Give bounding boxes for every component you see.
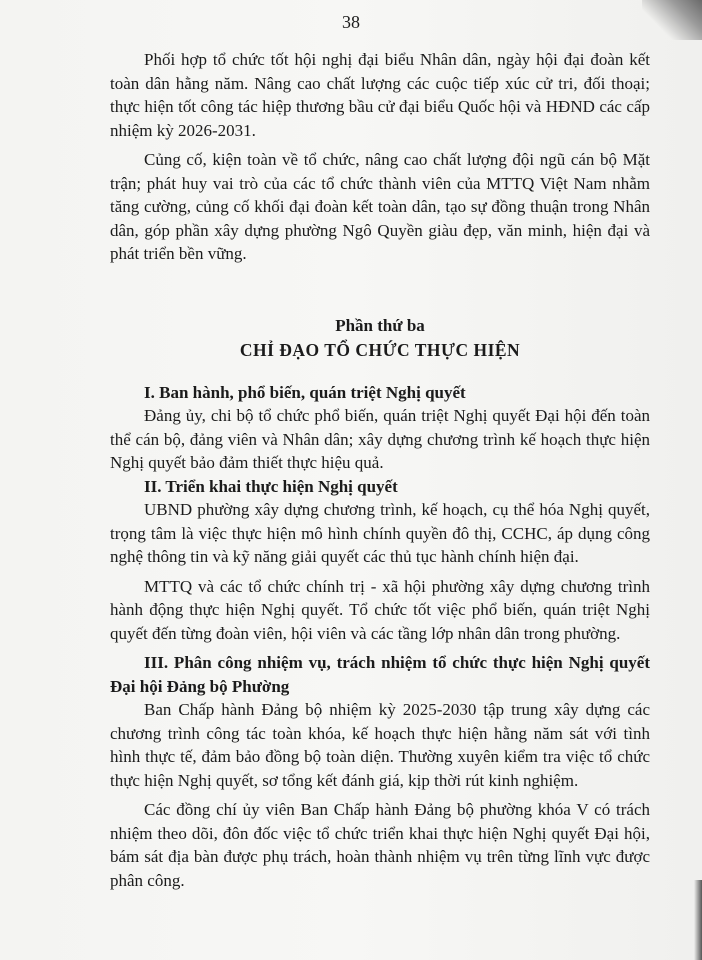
paragraph: Đảng ủy, chi bộ tổ chức phổ biến, quán triệt Nghị quyết Đại hội đến toàn thể cán bộ, đảng viên và Nhân dân; xây dựng chương trình kế hoạch thực hiện Nghị quyết bảo đảm thiết thực hiệu quả. — [110, 406, 650, 472]
page-number: 38 — [342, 12, 360, 32]
paragraph: Củng cố, kiện toàn về tổ chức, nâng cao chất lượng đội ngũ cán bộ Mặt trận; phát huy vai trò của các tổ chức thành viên của MTTQ Việt Nam nhằm tăng cường, củng cố khối đại đoàn kết toàn dân, tạo sự đồng thuận trong Nhân dân, góp phần xây dựng phường Ngô Quyền giàu đẹp, văn minh, hiện đại và phát triển bền vững. — [110, 150, 650, 263]
page-edge-shadow — [694, 880, 702, 960]
paragraph: Phối hợp tổ chức tốt hội nghị đại biểu Nhân dân, ngày hội đại đoàn kết toàn dân hằng năm. Nâng cao chất lượng các cuộc tiếp xúc cử tri, đối thoại; thực hiện tốt công tác hiệp thương bầu cử đại biểu Quốc hội và HĐND các cấp nhiệm kỳ 2026-2031. — [110, 50, 650, 140]
section-heading: II. Triển khai thực hiện Nghị quyết — [144, 476, 398, 496]
paragraph: MTTQ và các tổ chức chính trị - xã hội phường xây dựng chương trình hành động thực hiện Nghị quyết. Tổ chức tốt việc phổ biến, quán triệt Nghị quyết đến từng đoàn viên, hội viên và các tầng lớp nhân dân trong phường. — [110, 576, 650, 643]
paragraph: Các đồng chí ủy viên Ban Chấp hành Đảng bộ phường khóa V có trách nhiệm theo dõi, đôn đốc việc tổ chức triển khai thực hiện Nghị quyết Đại hội, bám sát địa bàn được phụ trách, hoàn thành nhiệm vụ trên từng lĩnh vực được phân công. — [110, 800, 650, 890]
part-label: Phần thứ ba — [335, 315, 425, 335]
paragraph: Ban Chấp hành Đảng bộ nhiệm kỳ 2025-2030 tập trung xây dựng các chương trình công tác toàn khóa, kế hoạch thực hiện hằng năm sát với tình hình thực tế, đảm bảo đồng bộ toàn diện. Thường xuyên kiểm tra việc tổ chức thực hiện Nghị quyết, sơ tổng kết đánh giá, kịp thời rút kinh nghiệm. — [110, 700, 650, 790]
part-title: CHỈ ĐẠO TỔ CHỨC THỰC HIỆN — [239, 340, 521, 360]
document-body — [110, 48, 650, 892]
paragraph: UBND phường xây dựng chương trình, kế hoạch, cụ thể hóa Nghị quyết, trọng tâm là việc thực hiện mô hình chính quyền đô thị, CCHC, áp dụng công nghệ thông tin và kỹ năng giải quyết các thủ tục hành chính hiện đại. — [110, 500, 650, 566]
section-heading: III. Phân công nhiệm vụ, trách nhiệm tổ chức thực hiện Nghị quyết Đại hội Đảng bộ Phường — [110, 653, 650, 696]
section-heading: I. Ban hành, phổ biến, quán triệt Nghị quyết — [144, 382, 466, 402]
